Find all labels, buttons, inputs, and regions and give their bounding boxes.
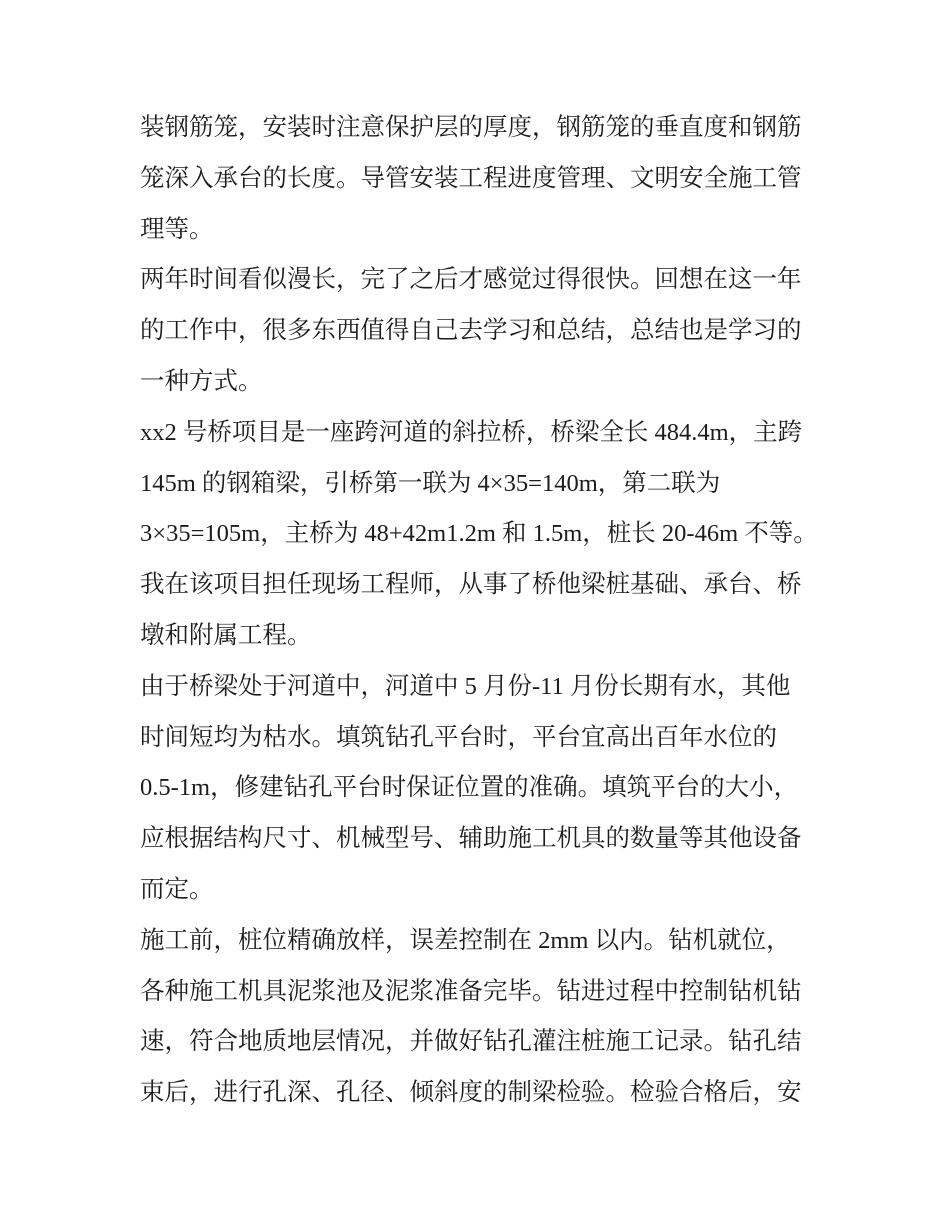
text-line: 速，符合地质地层情况，并做好钻孔灌注桩施工记录。钻孔结: [140, 1028, 802, 1056]
text-line: 的工作中，很多东西值得自己去学习和总结，总结也是学习的: [140, 317, 802, 345]
text-line: 各种施工机具泥浆池及泥浆准备完毕。钻进过程中控制钻机钻: [140, 977, 802, 1005]
text-line: 应根据结构尺寸、机械型号、辅助施工机具的数量等其他设备: [140, 825, 802, 853]
text-line: 由于桥梁处于河道中，河道中 5 月份-11 月份长期有水，其他: [140, 672, 791, 700]
text-line: 施工前，桩位精确放样，误差控制在 2mm 以内。钻机就位，: [140, 926, 791, 954]
text-line: 笼深入承台的长度。导管安装工程进度管理、文明安全施工管: [140, 164, 802, 192]
paragraph: [140, 916, 860, 1119]
paragraph: [140, 662, 860, 916]
text-line: 两年时间看似漫长，完了之后才感觉过得很快。回想在这一年: [140, 266, 802, 294]
paragraph: [140, 408, 860, 662]
text-line: 我在该项目担任现场工程师，从事了桥他梁桩基础、承台、桥: [140, 571, 802, 599]
text-line: xx2 号桥项目是一座跨河道的斜拉桥，桥梁全长 484.4m，主跨: [140, 418, 803, 446]
text-line: 3×35=105m，主桥为 48+42m1.2m 和 1.5m，桩长 20-46m 不等。: [140, 520, 818, 548]
text-line: 装钢筋笼，安装时注意保护层的厚度，钢筋笼的垂直度和钢筋: [140, 114, 802, 141]
text-line: 145m 的钢箱梁，引桥第一联为 4×35=140m，第二联为: [140, 469, 721, 497]
paragraph: [140, 255, 860, 407]
document-body: [140, 103, 860, 1119]
text-line: 而定。: [140, 875, 214, 903]
text-line: 束后，进行孔深、孔径、倾斜度的制梁检验。检验合格后，安: [140, 1079, 802, 1107]
text-line: 一种方式。: [140, 367, 263, 395]
paragraph: [140, 103, 860, 255]
text-line: 时间短均为枯水。填筑钻孔平台时，平台宜高出百年水位的: [140, 723, 777, 751]
text-line: 0.5-1m，修建钻孔平台时保证位置的准确。填筑平台的大小，: [140, 774, 799, 802]
text-line: 理等。: [140, 215, 214, 243]
text-line: 墩和附属工程。: [140, 621, 312, 649]
